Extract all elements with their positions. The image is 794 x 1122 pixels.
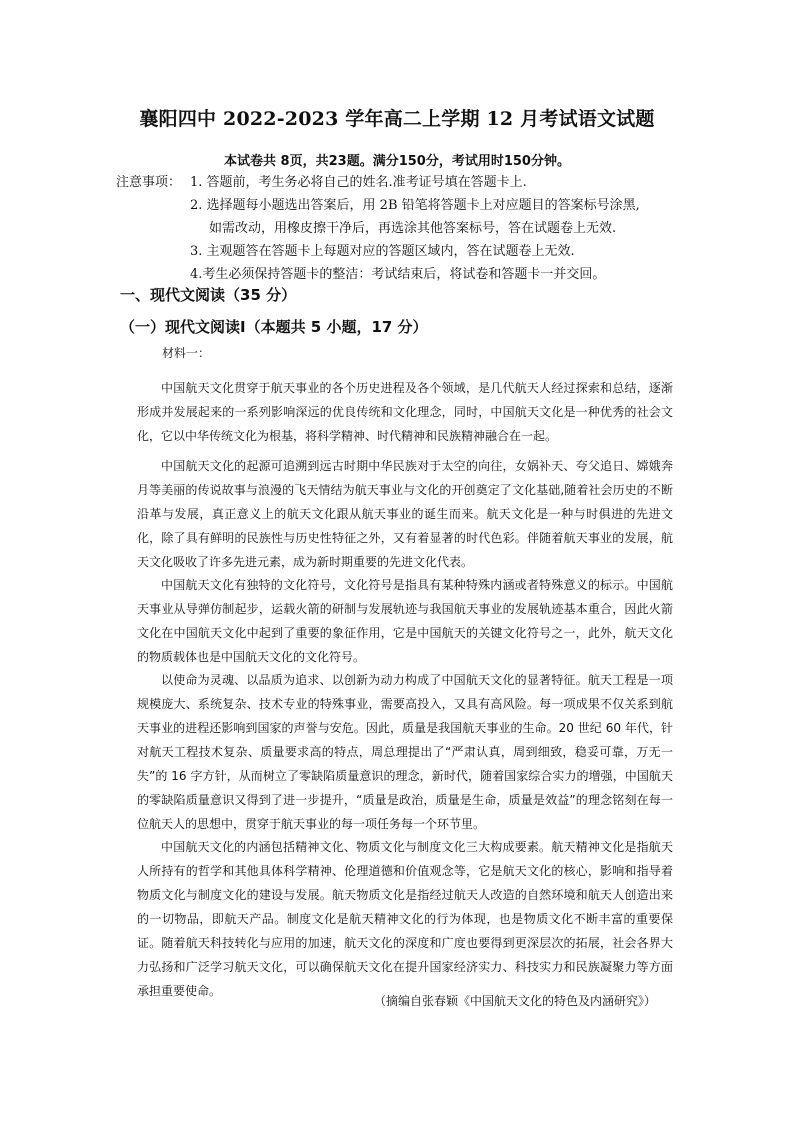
- note-item: 4.考生必须保持答题卡的整洁：考试结束后，将试卷和答题卡一并交回。: [190, 267, 606, 282]
- exam-title: 襄阳四中 2022-2023 学年高二上学期 12 月考试语文试题: [139, 108, 655, 130]
- note-item: 2. 选择题每小题选出答案后，用 2B 铅笔将答题卡上对应题目的答案标号涂黑,: [190, 198, 640, 213]
- section-heading: 一、现代文阅读（35 分）: [120, 286, 297, 304]
- body-paragraph: 中国航天文化的起源可追溯到远古时期中华民族对于太空的向往，女娲补天、夸父追日、嫦娥奔月等美丽的传说故事与浪漫的飞天情结为航天事业与文化的开创奠定了文化基础,随着社会历史的不断沿革与发展，真正意义上的航天文化跟从航天事业的诞生而来。航天文化是一种与时俱进的先进文化，除了具有鲜明的民族性与历史性特征之外，又有着显著的时代色彩。伴随着航天事业的发展，航天文化吸收了许多先进元素，成为新时期重要的先进文化代表。: [137, 459, 673, 569]
- material-label: 材料一：: [162, 346, 211, 360]
- body-paragraph: 中国航天文化有独特的文化符号，文化符号是指具有某种特殊内涵或者特殊意义的标示。中国航天事业从导弹仿制起步，运载火箭的研制与发展轨迹与我国航天事业的发展轨迹基本重合，因此火箭文化在中国航天文化中起到了重要的象征作用，它是中国航天的关键文化符号之一，此外，航天文化的物质载体也是中国航天文化的文化符号。: [137, 578, 673, 664]
- paragraph-block: [137, 835, 673, 1003]
- note-item-continuation: 如需改动，用橡皮擦干净后，再选涂其他答案标号，答在试题卷上无效.: [209, 221, 617, 236]
- paragraph-block: [137, 573, 673, 669]
- source-citation: （摘编自张春颖《中国航天文化的特色及内涵研究》）: [373, 994, 656, 1008]
- notes-block: [116, 173, 696, 288]
- notes-label: 注意事项：: [116, 175, 182, 190]
- subsection-heading: （一）现代文阅读Ⅰ（本题共 5 小题，17 分）: [120, 318, 428, 336]
- paragraph-block: [137, 454, 673, 574]
- paragraph-block: [137, 376, 673, 448]
- note-item: 1. 答题前，考生务必将自己的姓名.准考证号填在答题卡上.: [190, 175, 527, 190]
- body-paragraph: 中国航天文化的内涵包括精神文化、物质文化与制度文化三大构成要素。航天精神文化是指航天人所持有的哲学和其他具体科学精神、伦理道德和价值观念等，它是航天文化的核心，影响和指导着物质文化与制度文化的建设与发展。航天物质文化是指经过航天人改造的自然环境和航天人创造出来的一切物品，即航天产品。制度文化是航天精神文化的行为体现，也是物质文化不断丰富的重要保证。随着航天科技转化与应用的加速，航天文化的深度和广度也要得到更深层次的拓展，社会各界大力弘扬和广泛学习航天文化，可以确保航天文化在提升国家经济实力、科技实力和民族凝聚力等方面承担重要使命。: [137, 840, 673, 998]
- exam-subtitle: 本试卷共 8页，共23题。满分150分，考试用时150分钟。: [224, 154, 570, 169]
- paragraph-block: [137, 668, 673, 836]
- note-item: 3. 主观题答在答题卡上每题对应的答题区域内，答在试题卷上无效.: [190, 244, 575, 259]
- body-paragraph: 以使命为灵魂、以品质为追求、以创新为动力构成了中国航天文化的显著特征。航天工程是一项规模庞大、系统复杂、技术专业的特殊事业，需要高投入，又具有高风险。每一项成果不仅关系到航天事业的进程还影响到国家的声誉与安危。因此，质量是我国航天事业的生命。20 世纪 60 年代，针对航天工程技术复杂、质量要求高的特点，周总理提出了“严肃认真，周到细致，稳妥可靠，万无一失”的 16 字方针，从而树立了零缺陷质量意识的理念，新时代，随着国家综合实力的增强，中国航天的零缺陷质量意识又得到了进一步提升，“质量是政治，质量是生命，质量是效益”的理念铭刻在每一位航天人的思想中，贯穿于航天事业的每一项任务每一个环节里。: [137, 673, 673, 831]
- body-paragraph: 中国航天文化贯穿于航天事业的各个历史进程及各个领域，是几代航天人经过探索和总结，逐渐形成并发展起来的一系列影响深远的优良传统和文化理念，同时，中国航天文化是一种优秀的社会文化，它以中华传统文化为根基，将科学精神、时代精神和民族精神融合在一起。: [137, 381, 673, 443]
